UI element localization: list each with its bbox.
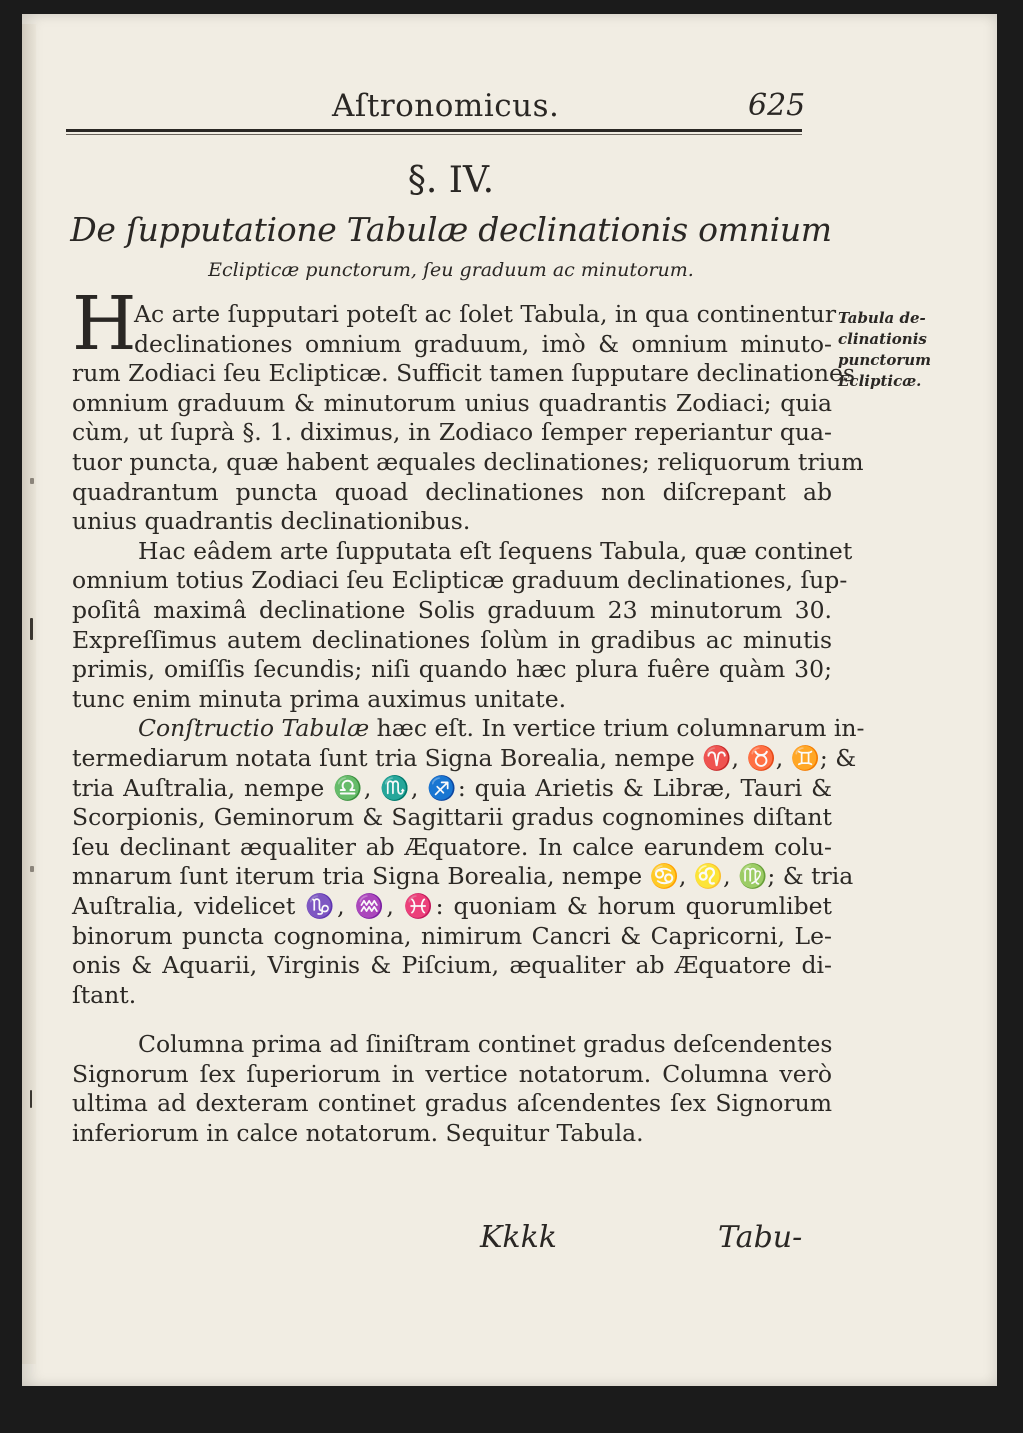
marginal-note-line: Eclipticæ.	[838, 372, 922, 390]
header-rule	[66, 129, 802, 132]
text-line: onis & Aquarii, Virginis & Piſcium, æqualiter ab Æquatore di-	[72, 951, 832, 980]
text-line: ſeu declinant æqualiter ab Æquatore. In calce earundem colu-	[72, 832, 832, 861]
signature-mark: Kkkk	[480, 1220, 557, 1255]
text-line: Signorum ſex ſuperiorum in vertice notatorum. Columna verò	[72, 1059, 832, 1088]
header-rule-thin	[66, 134, 802, 135]
paragraph-2	[72, 536, 853, 715]
paragraph-3	[72, 714, 865, 1010]
text-line: primis, omiſſis ſecundis; niſi quando hæc plura fuêre quàm 30;	[72, 655, 832, 684]
text-line: termediarum notata ſunt tria Signa Borealia, nempe ♈, ♉, ♊; &	[72, 743, 857, 772]
catchword: Tabu-	[718, 1220, 803, 1255]
ink-speck	[30, 478, 34, 484]
text-line: cùm, ut ſuprà §. 1. diximus, in Zodiaco ſemper reperiantur qua-	[72, 418, 832, 447]
text-line: quadrantum puncta quoad declinationes non diſcrepant ab	[72, 477, 832, 506]
running-head: Aſtronomicus.	[332, 88, 560, 124]
text-line: omnium totius Zodiaci ſeu Eclipticæ graduum declinationes, ſup-	[72, 566, 848, 595]
text-line: tria Auſtralia, nempe ♎, ♏, ♐: quia Arietis & Libræ, Tauri &	[72, 773, 832, 802]
text-line: unius quadrantis declinationibus.	[72, 507, 471, 536]
section-number: §. IV.	[407, 160, 495, 201]
section-subtitle: Eclipticæ punctorum, ſeu graduum ac minutorum.	[208, 259, 694, 281]
ink-speck	[30, 618, 33, 640]
text-line: ſtant.	[72, 980, 137, 1009]
marginal-note-line: punctorum	[838, 351, 932, 369]
text-line	[72, 714, 865, 744]
page-number: 625	[748, 88, 806, 123]
paragraph-1-dropcap-lines	[72, 300, 837, 359]
book-page	[22, 14, 997, 1386]
text-line: Auſtralia, videlicet ♑, ♒, ♓: quoniam & horum quorumlibet	[72, 891, 832, 920]
marginal-note-line: Tabula de-	[838, 309, 926, 327]
text-line: Expreſſimus autem declinationes ſolùm in gradibus ac minutis	[72, 625, 832, 654]
text-line: tuor puncta, quæ habent æquales declinationes; reliquorum trium	[72, 447, 864, 476]
construction-lead: Conſtructio Tabulæ	[138, 714, 370, 743]
marginal-note-line: clinationis	[838, 330, 927, 348]
text-line-rest: hæc eſt. In vertice trium columnarum in-	[369, 714, 865, 743]
text-line: Ac arte ſupputari poteſt ac ſolet Tabula, in qua continentur	[134, 300, 837, 328]
ink-speck	[30, 1090, 32, 1108]
drop-cap: H	[72, 281, 137, 367]
text-line: ultima ad dexteram continet gradus aſcendentes ſex Signorum	[72, 1089, 832, 1118]
text-line: mnarum ſunt iterum tria Signa Borealia, nempe ♋, ♌, ♍; & tria	[72, 862, 854, 891]
text-line: declinationes omnium graduum, imò & omnium minuto-	[134, 329, 832, 358]
paragraph-4	[72, 1030, 832, 1148]
text-line: Hac eâdem arte ſupputata eſt ſequens Tabula, quæ continet	[138, 536, 853, 565]
text-line: poſitâ maximâ declinatione Solis graduum 23 minutorum 30.	[72, 595, 832, 624]
marginal-note	[838, 308, 948, 392]
text-line: binorum puncta cognomina, nimirum Cancri & Capricorni, Le-	[72, 921, 832, 950]
text-line: omnium graduum & minutorum unius quadrantis Zodiaci; quia	[72, 388, 832, 417]
text-line: rum Zodiaci ſeu Eclipticæ. Sufficit tamen ſupputare declinationes	[72, 359, 855, 388]
text-line: Scorpionis, Geminorum & Sagittarii gradus cognomines diſtant	[72, 803, 832, 832]
paragraph-1	[72, 359, 864, 537]
text-line: Columna prima ad ſiniſtram continet gradus deſcendentes	[138, 1030, 833, 1058]
text-line: inferiorum in calce notatorum. Sequitur Tabula.	[72, 1118, 644, 1147]
ink-speck	[30, 866, 34, 872]
section-title: De ſupputatione Tabulæ declinationis omnium	[70, 210, 832, 249]
text-line: tunc enim minuta prima auximus unitate.	[72, 684, 567, 713]
